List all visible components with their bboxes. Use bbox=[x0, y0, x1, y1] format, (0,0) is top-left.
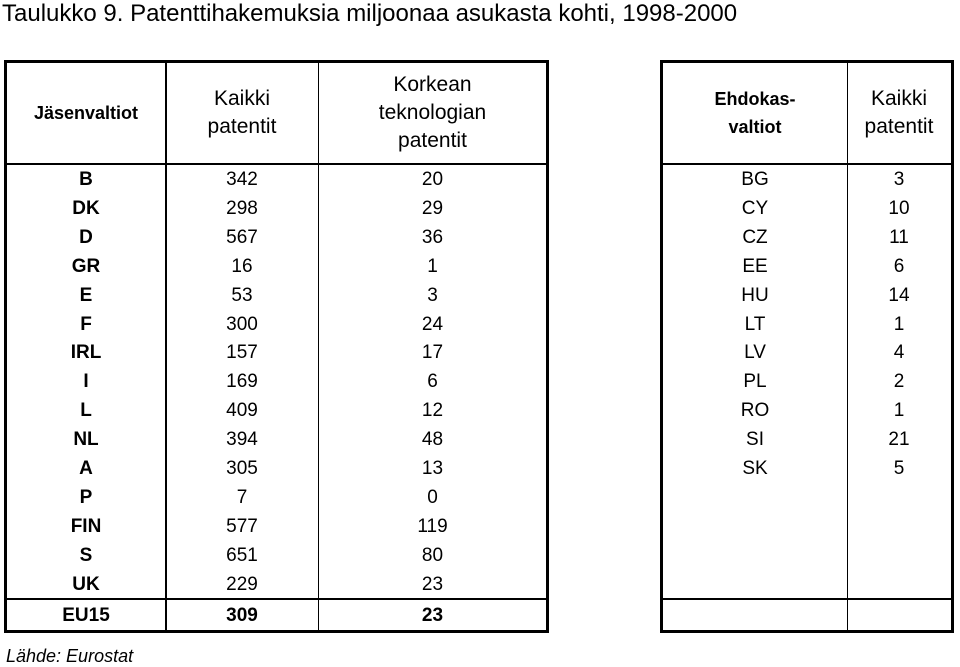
country-code-cell: F bbox=[80, 313, 92, 335]
table-row bbox=[663, 310, 951, 339]
all-patents-cell: 10 bbox=[888, 197, 910, 219]
total-all-patents: 309 bbox=[226, 605, 258, 626]
all-patents-cell: 16 bbox=[231, 255, 253, 277]
candidate-code-cell: HU bbox=[741, 284, 769, 306]
all-patents-cell: 14 bbox=[888, 284, 910, 306]
table-body bbox=[663, 165, 951, 599]
header-line: Kaikki bbox=[870, 87, 927, 110]
all-patents-cell: 2 bbox=[893, 371, 905, 393]
candidate-code-cell: LT bbox=[744, 313, 766, 335]
all-patents-cell: 300 bbox=[226, 313, 258, 335]
header-line: Jäsenvaltiot bbox=[33, 102, 139, 123]
candidate-code-cell: PL bbox=[743, 371, 767, 393]
table-row bbox=[663, 367, 951, 396]
table-row bbox=[7, 194, 546, 223]
table-row bbox=[7, 425, 546, 454]
all-patents-cell: 3 bbox=[893, 169, 905, 190]
all-patents-cell: 577 bbox=[226, 515, 258, 537]
all-patents-cell: 11 bbox=[889, 226, 909, 248]
table-row bbox=[663, 396, 951, 425]
table-row bbox=[7, 454, 546, 483]
table-row bbox=[7, 570, 546, 599]
country-code-cell: GR bbox=[71, 255, 101, 277]
all-patents-cell: 229 bbox=[226, 573, 258, 595]
country-code-cell: E bbox=[79, 284, 93, 306]
header-kaikki-patentit bbox=[847, 63, 951, 163]
table-row bbox=[663, 281, 951, 310]
candidate-code-cell: BG bbox=[741, 169, 769, 190]
candidate-code-cell: SI bbox=[746, 429, 764, 451]
hightech-patents-cell: 20 bbox=[421, 169, 444, 190]
country-code-cell: B bbox=[79, 169, 93, 190]
table-row bbox=[7, 165, 546, 194]
table-header bbox=[7, 63, 546, 165]
table-row bbox=[663, 194, 951, 223]
candidate-code-cell: LV bbox=[744, 342, 766, 364]
table-row bbox=[7, 252, 546, 281]
hightech-patents-cell: 23 bbox=[421, 573, 444, 595]
country-code-cell: NL bbox=[73, 429, 99, 451]
all-patents-cell: 1 bbox=[893, 400, 905, 422]
header-jasenvaltiot bbox=[7, 63, 165, 163]
hightech-patents-cell: 6 bbox=[427, 371, 438, 393]
table-row bbox=[663, 454, 951, 483]
total-row-empty bbox=[663, 598, 951, 630]
all-patents-cell: 21 bbox=[888, 429, 910, 451]
hightech-patents-cell: 13 bbox=[421, 458, 444, 479]
all-patents-cell: 342 bbox=[226, 169, 258, 190]
header-line: Kaikki bbox=[213, 87, 270, 110]
country-code-cell: I bbox=[83, 371, 89, 393]
hightech-patents-cell: 119 bbox=[417, 515, 448, 537]
all-patents-cell: 298 bbox=[226, 197, 258, 219]
all-patents-cell: 394 bbox=[226, 429, 258, 451]
all-patents-cell: 6 bbox=[893, 255, 905, 277]
header-line: patentit bbox=[207, 115, 277, 138]
candidate-code-cell: CY bbox=[741, 197, 769, 219]
header-line: Korkean bbox=[393, 73, 472, 96]
country-code-cell: IRL bbox=[70, 342, 102, 364]
hightech-patents-cell: 80 bbox=[421, 544, 444, 566]
all-patents-cell: 4 bbox=[893, 342, 905, 364]
table-row bbox=[7, 310, 546, 339]
table-row bbox=[7, 281, 546, 310]
candidate-code-cell: RO bbox=[740, 400, 770, 422]
all-patents-cell: 157 bbox=[226, 342, 258, 364]
table-row bbox=[7, 512, 546, 541]
table-body bbox=[7, 165, 546, 599]
header-line: patentit bbox=[864, 115, 934, 138]
table-row bbox=[7, 223, 546, 252]
hightech-patents-cell: 1 bbox=[427, 255, 438, 277]
hightech-patents-cell: 48 bbox=[421, 429, 444, 451]
table-row bbox=[7, 541, 546, 570]
table-header bbox=[663, 63, 951, 165]
table-row bbox=[663, 252, 951, 281]
table-row bbox=[7, 367, 546, 396]
all-patents-cell: 1 bbox=[893, 313, 905, 335]
header-line: Ehdokas- bbox=[714, 89, 796, 109]
country-code-cell: L bbox=[80, 400, 92, 422]
header-line: valtiot bbox=[728, 117, 782, 137]
member-states-table bbox=[4, 60, 549, 633]
all-patents-cell: 7 bbox=[236, 486, 248, 508]
candidate-code-cell: SK bbox=[742, 458, 768, 479]
source-note: Lähde: Eurostat bbox=[6, 646, 134, 666]
total-label: EU15 bbox=[62, 605, 110, 626]
country-code-cell: P bbox=[79, 486, 93, 508]
header-korkean-teknologian-patentit bbox=[319, 63, 546, 163]
header-line: patentit bbox=[398, 129, 467, 152]
all-patents-cell: 651 bbox=[226, 544, 258, 566]
hightech-patents-cell: 24 bbox=[421, 313, 444, 335]
table-row bbox=[7, 338, 546, 367]
all-patents-cell: 409 bbox=[226, 400, 258, 422]
table-row bbox=[7, 483, 546, 512]
all-patents-cell: 305 bbox=[226, 458, 258, 479]
candidate-code-cell: EE bbox=[742, 255, 768, 277]
all-patents-cell: 169 bbox=[226, 371, 258, 393]
country-code-cell: D bbox=[79, 226, 93, 248]
total-row bbox=[7, 598, 546, 630]
country-code-cell: A bbox=[79, 458, 93, 479]
country-code-cell: UK bbox=[72, 573, 100, 595]
table-row bbox=[7, 396, 546, 425]
table-row bbox=[663, 223, 951, 252]
country-code-cell: DK bbox=[72, 197, 100, 219]
page-title: Taulukko 9. Patenttihakemuksia miljoonaa asukasta kohti, 1998-2000 bbox=[2, 0, 738, 27]
table-row bbox=[663, 338, 951, 367]
header-kaikki-patentit bbox=[165, 63, 319, 163]
hightech-patents-cell: 36 bbox=[421, 226, 444, 248]
country-code-cell: S bbox=[79, 544, 93, 566]
header-line: teknologian bbox=[378, 101, 487, 124]
header-ehdokasvaltiot bbox=[663, 63, 847, 163]
hightech-patents-cell: 17 bbox=[421, 342, 444, 364]
table-row bbox=[663, 425, 951, 454]
all-patents-cell: 567 bbox=[226, 226, 258, 248]
hightech-patents-cell: 29 bbox=[421, 197, 444, 219]
hightech-patents-cell: 0 bbox=[427, 486, 438, 508]
hightech-patents-cell: 3 bbox=[427, 284, 438, 306]
all-patents-cell: 5 bbox=[893, 458, 905, 479]
all-patents-cell: 53 bbox=[231, 284, 253, 306]
hightech-patents-cell: 12 bbox=[421, 400, 444, 422]
candidate-countries-table bbox=[660, 60, 954, 633]
total-hightech-patents: 23 bbox=[421, 605, 444, 626]
candidate-code-cell: CZ bbox=[742, 226, 768, 248]
table-row bbox=[663, 165, 951, 194]
country-code-cell: FIN bbox=[70, 515, 102, 537]
